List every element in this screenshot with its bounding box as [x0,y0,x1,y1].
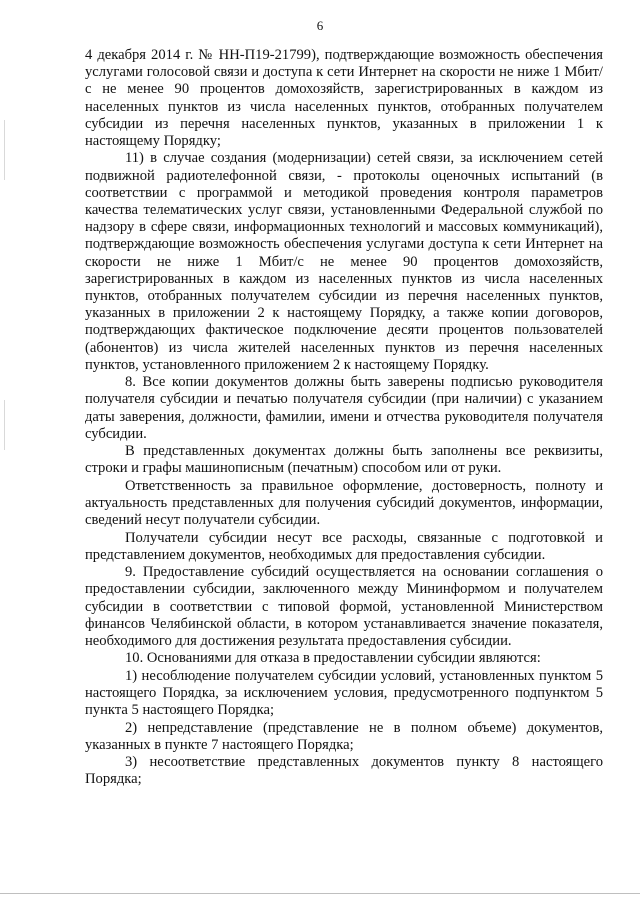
paragraph: В представленных документах должны быть заполнены все реквизиты, строки и графы машинописным (печатным) способом или от руки. [85,443,603,477]
paragraph: 3) несоответствие представленных документов пункту 8 настоящего Порядка; [85,754,603,788]
paragraph: 9. Предоставление субсидий осуществляется на основании соглашения о предоставлении субсидии, заключенного между Мининформом и получателем субсидии в соответствии с типовой формой, установленной Министерством финансов Челябинской области, в котором устанавливается значение показателя, необходимого для достижения результата предоставления субсидии. [85,564,603,650]
paragraph: 8. Все копии документов должны быть заверены подписью руководителя получателя субсидии и печатью получателя субсидии (при наличии) с указанием даты заверения, должности, фамилии, имени и отчества руководителя получателя субсидии. [85,374,603,442]
scan-edge-mark [4,400,5,450]
bottom-rule [0,893,640,894]
paragraph: Получатели субсидии несут все расходы, связанные с подготовкой и представлением документов, необходимых для предоставления субсидии. [85,529,603,563]
paragraph: 1) несоблюдение получателем субсидии условий, установленных пунктом 5 настоящего Порядка, за исключением условия, предусмотренного подпунктом 5 пункта 5 настоящего Порядка; [85,667,603,719]
paragraph: Ответственность за правильное оформление, достоверность, полноту и актуальность представленных для получения субсидий документов, информации, сведений несут получатели субсидии. [85,477,603,529]
document-body [85,47,603,789]
paragraph: 11) в случае создания (модернизации) сетей связи, за исключением сетей подвижной радиотелефонной связи, - протоколы оценочных испытаний (в соответствии с программой и методикой проведения контроля параметров качества телематических услуг связи, установленными Федеральной службой по надзору в сфере связи, информационных технологий и массовых коммуникаций), подтверждающие возможность обеспечения услугами доступа к сети Интернет на скорости не ниже 1 Мбит/с не менее 90 процентов домохозяйств, зарегистрированных в каждом из населенных пунктов из числа населенных пунктов, отобранных получателем субсидии из перечня населенных пунктов, указанных в приложении 2 к настоящему Порядку, а также копии договоров, подтверждающих фактическое подключение десяти процентов пользователей (абонентов) из числа жителей населенных пунктов из перечня населенных пунктов, установленного приложением 2 к настоящему Порядку. [85,150,603,373]
scan-edge-mark [4,120,5,180]
page-number: 6 [316,18,324,33]
paragraph: 2) непредставление (представление не в полном объеме) документов, указанных в пункте 7 настоящего Порядка; [85,719,603,753]
paragraph: 10. Основаниями для отказа в предоставлении субсидии являются: [125,650,541,667]
paragraph: 4 декабря 2014 г. № НН-П19-21799), подтверждающие возможность обеспечения услугами голосовой связи и доступа к сети Интернет на скорости не ниже 1 Мбит/с не менее 90 процентов домохозяйств, зарегистрированных в каждом из населенных пунктов из числа населенных пунктов, отобранных получателем субсидии из перечня населенных пунктов, указанных в приложении 1 к настоящему Порядку; [85,47,603,150]
